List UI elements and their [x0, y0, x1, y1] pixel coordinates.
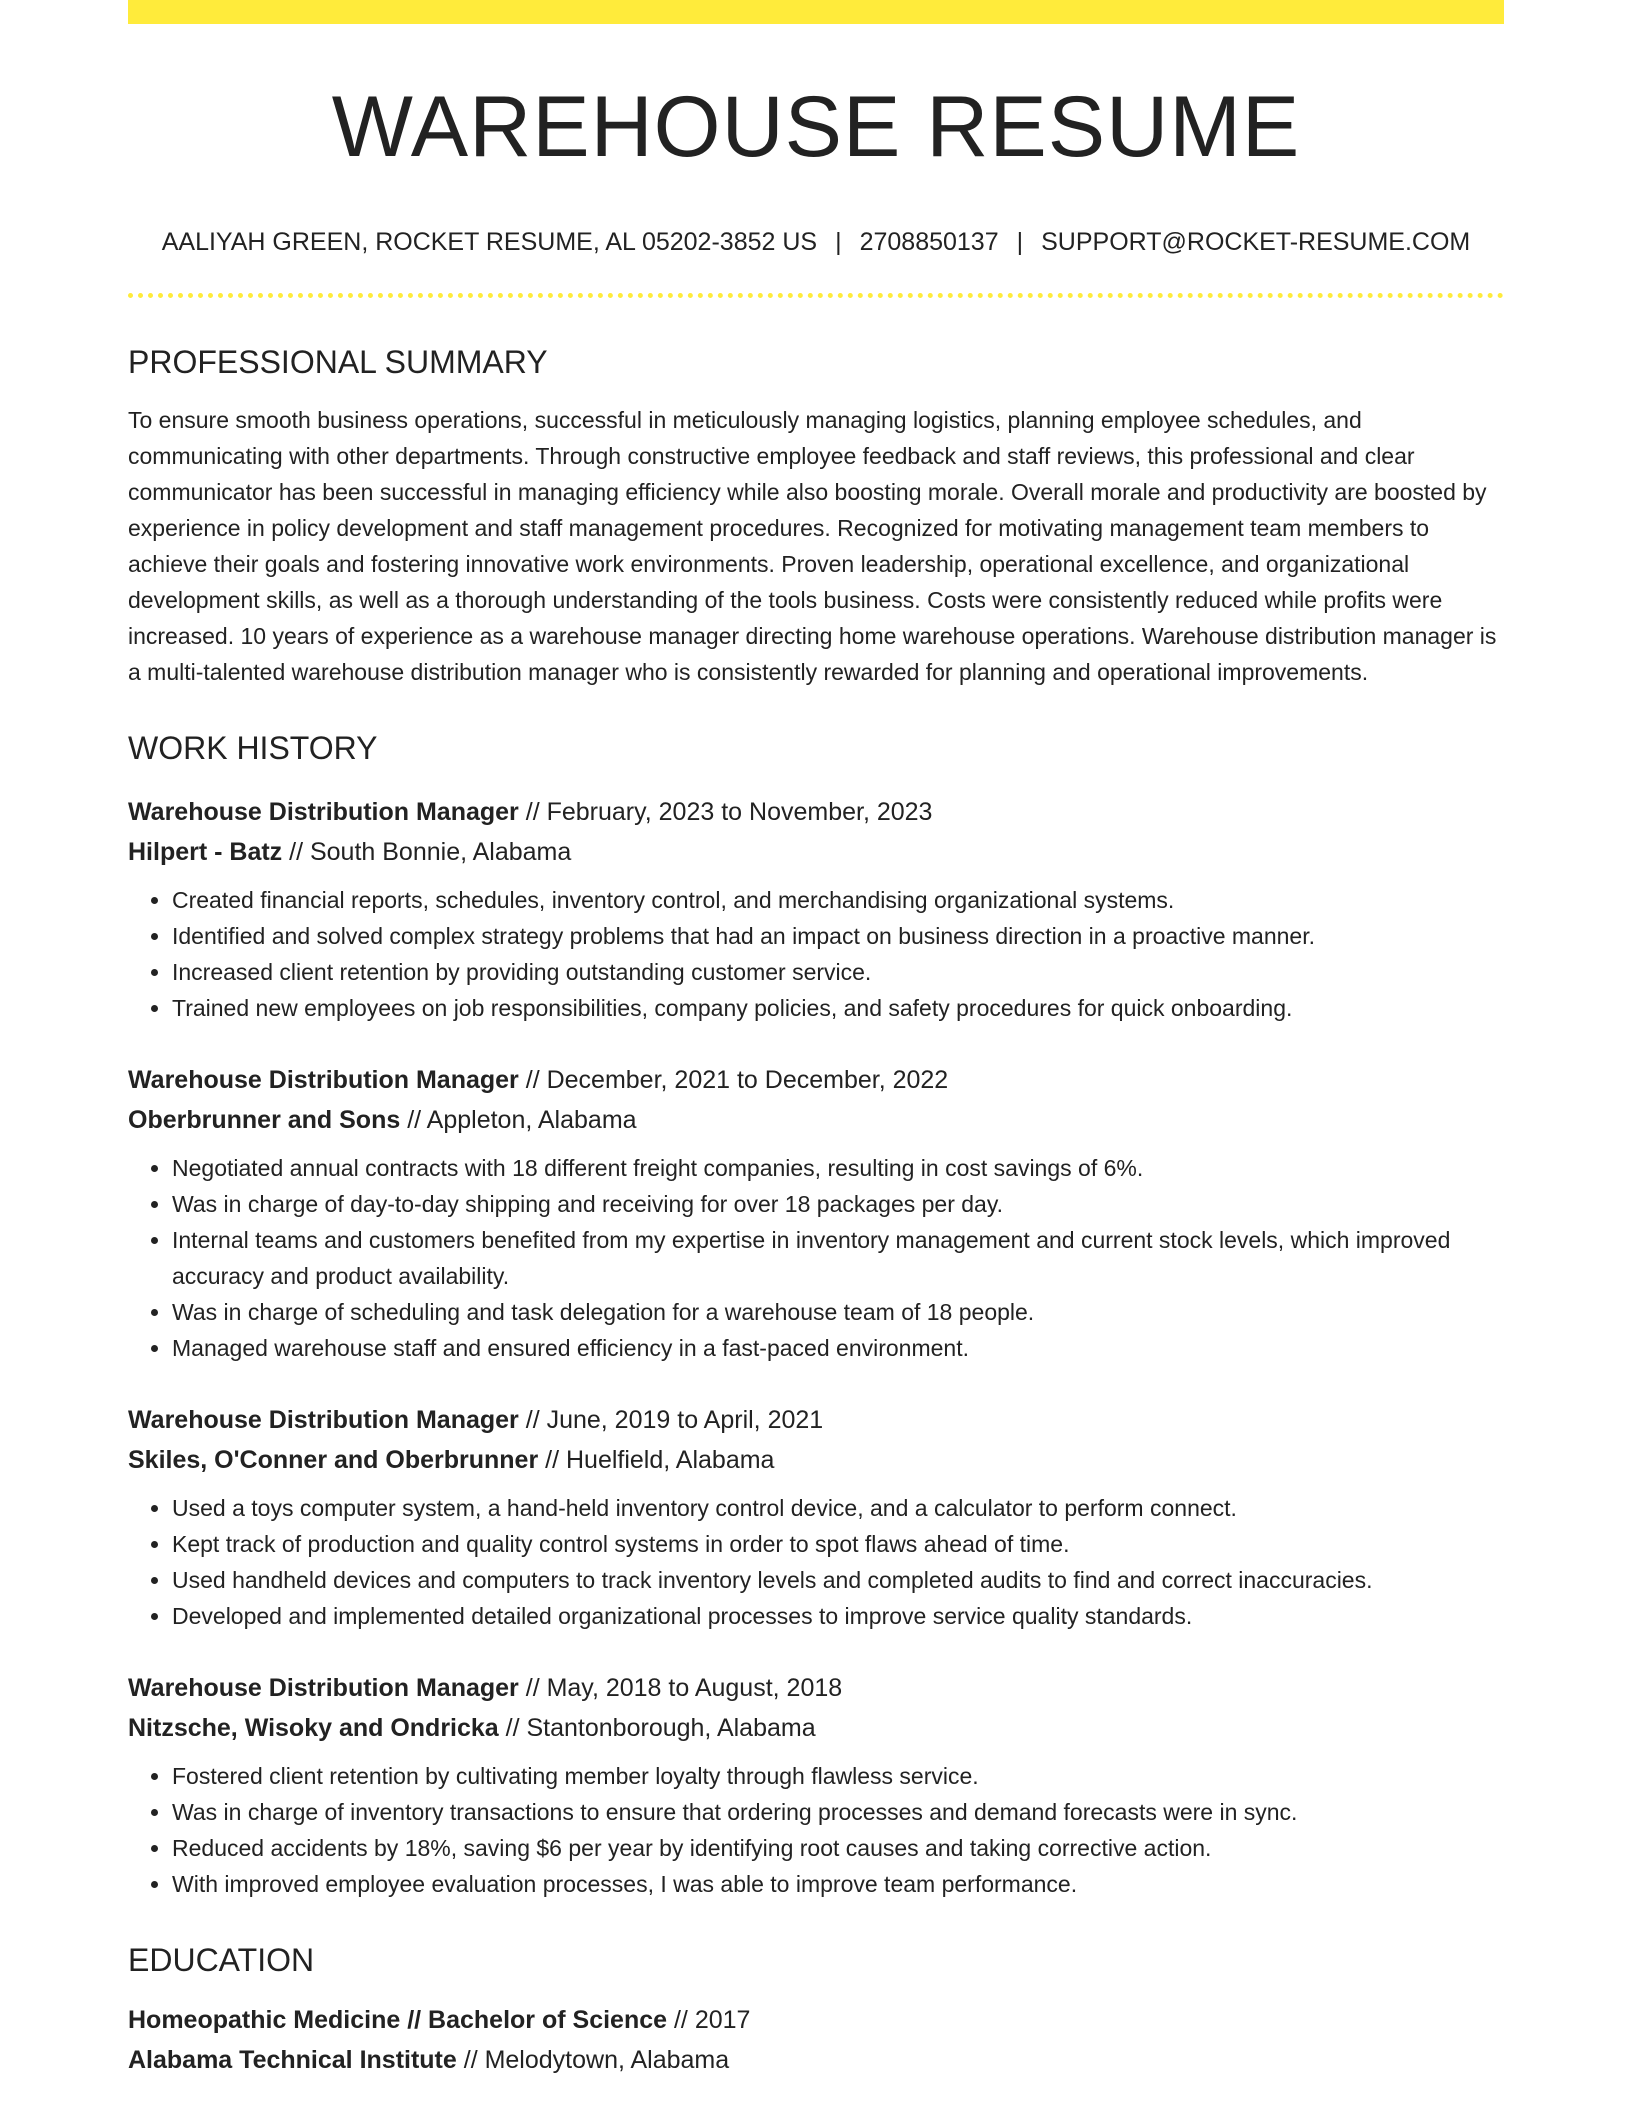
job-entry	[128, 1668, 1504, 1902]
work-history-heading: WORK HISTORY	[128, 730, 378, 766]
job-bullet: • Was in charge of day-to-day shipping and receiving for over 18 packages per day.	[172, 1186, 1504, 1222]
education-location: // Melodytown, Alabama	[456, 2046, 730, 2074]
job-bullets	[128, 1758, 1504, 1902]
job-location: // Huelfield, Alabama	[538, 1446, 775, 1474]
job-bullet: • Trained new employees on job responsibilities, company policies, and safety procedures for quick onboarding.	[172, 990, 1504, 1026]
job-bullet: • Internal teams and customers benefited from my expertise in inventory management and current stock levels, which improved accuracy and product availability.	[172, 1222, 1504, 1294]
job-bullet: • Fostered client retention by cultivating member loyalty through flawless service.	[172, 1758, 1504, 1794]
job-bullet: • Kept track of production and quality control systems in order to spot flaws ahead of time.	[172, 1526, 1504, 1562]
job-dates: // June, 2019 to April, 2021	[518, 1406, 824, 1434]
job-title: Warehouse Distribution Manager	[128, 798, 519, 826]
job-title: Warehouse Distribution Manager	[128, 1406, 519, 1434]
job-title-line	[128, 1668, 1504, 1708]
job-company: Oberbrunner and Sons	[128, 1106, 401, 1134]
job-location: // Stantonborough, Alabama	[498, 1714, 816, 1742]
job-bullet: • Negotiated annual contracts with 18 different freight companies, resulting in cost savings of 6%.	[172, 1150, 1504, 1186]
contact-separator: |	[1016, 228, 1024, 256]
education-school: Alabama Technical Institute	[128, 2046, 457, 2074]
job-company-line	[128, 1100, 1504, 1140]
job-dates: // December, 2021 to December, 2022	[518, 1066, 949, 1094]
education-degree-line	[128, 2000, 1504, 2040]
contact-email: SUPPORT@ROCKET-RESUME.COM	[1041, 228, 1471, 256]
education-school-line	[128, 2040, 1504, 2080]
job-bullets	[128, 1150, 1504, 1366]
job-company: Skiles, O'Conner and Oberbrunner	[128, 1446, 539, 1474]
summary-heading: PROFESSIONAL SUMMARY	[128, 344, 548, 380]
education-year: // 2017	[667, 2006, 751, 2034]
accent-bar	[128, 0, 1504, 24]
job-dates: // February, 2023 to November, 2023	[518, 798, 933, 826]
job-bullet: • Identified and solved complex strategy problems that had an impact on business direction in a proactive manner.	[172, 918, 1504, 954]
job-bullet: • Reduced accidents by 18%, saving $6 per year by identifying root causes and taking corrective action.	[172, 1830, 1504, 1866]
job-location: // Appleton, Alabama	[400, 1106, 637, 1134]
job-bullet: • Developed and implemented detailed organizational processes to improve service quality standards.	[172, 1598, 1504, 1634]
dotted-divider	[128, 293, 1504, 298]
job-title-line	[128, 1400, 1504, 1440]
resume-page	[128, 0, 1504, 2080]
summary-text: To ensure smooth business operations, successful in meticulously managing logistics, planning employee schedules, and communicating with other departments. Through constructive employee feedback and staff reviews, this professional and clear communicator has been successful in managing efficiency while also boosting morale. Overall morale and productivity are boosted by experience in policy development and staff management procedures. Recognized for motivating management team members to achieve their goals and fostering innovative work environments. Proven leadership, operational excellence, and organizational development skills, as well as a thorough understanding of the tools business. Costs were consistently reduced while profits were increased. 10 years of experience as a warehouse manager directing home warehouse operations. Warehouse distribution manager is a multi-talented warehouse distribution manager who is consistently rewarded for planning and operational improvements.	[128, 407, 1497, 685]
contact-address: AALIYAH GREEN, ROCKET RESUME, AL 05202-3852 US	[161, 228, 818, 256]
job-entry	[128, 792, 1504, 1026]
job-company: Hilpert - Batz	[128, 838, 283, 866]
job-dates: // May, 2018 to August, 2018	[518, 1674, 843, 1702]
job-title: Warehouse Distribution Manager	[128, 1674, 519, 1702]
contact-separator: |	[835, 228, 842, 256]
contact-line	[128, 228, 1504, 257]
job-bullet: • Increased client retention by providing outstanding customer service.	[172, 954, 1504, 990]
job-bullet: • Used handheld devices and computers to track inventory levels and completed audits to find and correct inaccuracies.	[172, 1562, 1504, 1598]
job-company-line	[128, 1708, 1504, 1748]
education-degree: Homeopathic Medicine // Bachelor of Science	[128, 2006, 668, 2034]
job-bullet: • Created financial reports, schedules, inventory control, and merchandising organizational systems.	[172, 882, 1504, 918]
education-entry	[128, 2000, 1504, 2080]
job-bullet: • Used a toys computer system, a hand-held inventory control device, and a calculator to perform connect.	[172, 1490, 1504, 1526]
job-company-line	[128, 832, 1504, 872]
job-title: Warehouse Distribution Manager	[128, 1066, 519, 1094]
job-bullet: • With improved employee evaluation processes, I was able to improve team performance.	[172, 1866, 1504, 1902]
job-entry	[128, 1400, 1504, 1634]
education-heading: EDUCATION	[128, 1942, 315, 1978]
job-bullets	[128, 1490, 1504, 1634]
job-bullet: • Was in charge of inventory transactions to ensure that ordering processes and demand forecasts were in sync.	[172, 1794, 1504, 1830]
contact-phone: 2708850137	[859, 228, 999, 256]
resume-title: WAREHOUSE RESUME	[331, 79, 1301, 175]
job-company-line	[128, 1440, 1504, 1480]
job-bullet: • Was in charge of scheduling and task delegation for a warehouse team of 18 people.	[172, 1294, 1504, 1330]
job-entry	[128, 1060, 1504, 1366]
job-title-line	[128, 792, 1504, 832]
job-title-line	[128, 1060, 1504, 1100]
job-company: Nitzsche, Wisoky and Ondricka	[128, 1714, 499, 1742]
job-location: // South Bonnie, Alabama	[282, 838, 572, 866]
job-bullet: • Managed warehouse staff and ensured efficiency in a fast-paced environment.	[172, 1330, 1504, 1366]
job-bullets	[128, 882, 1504, 1026]
